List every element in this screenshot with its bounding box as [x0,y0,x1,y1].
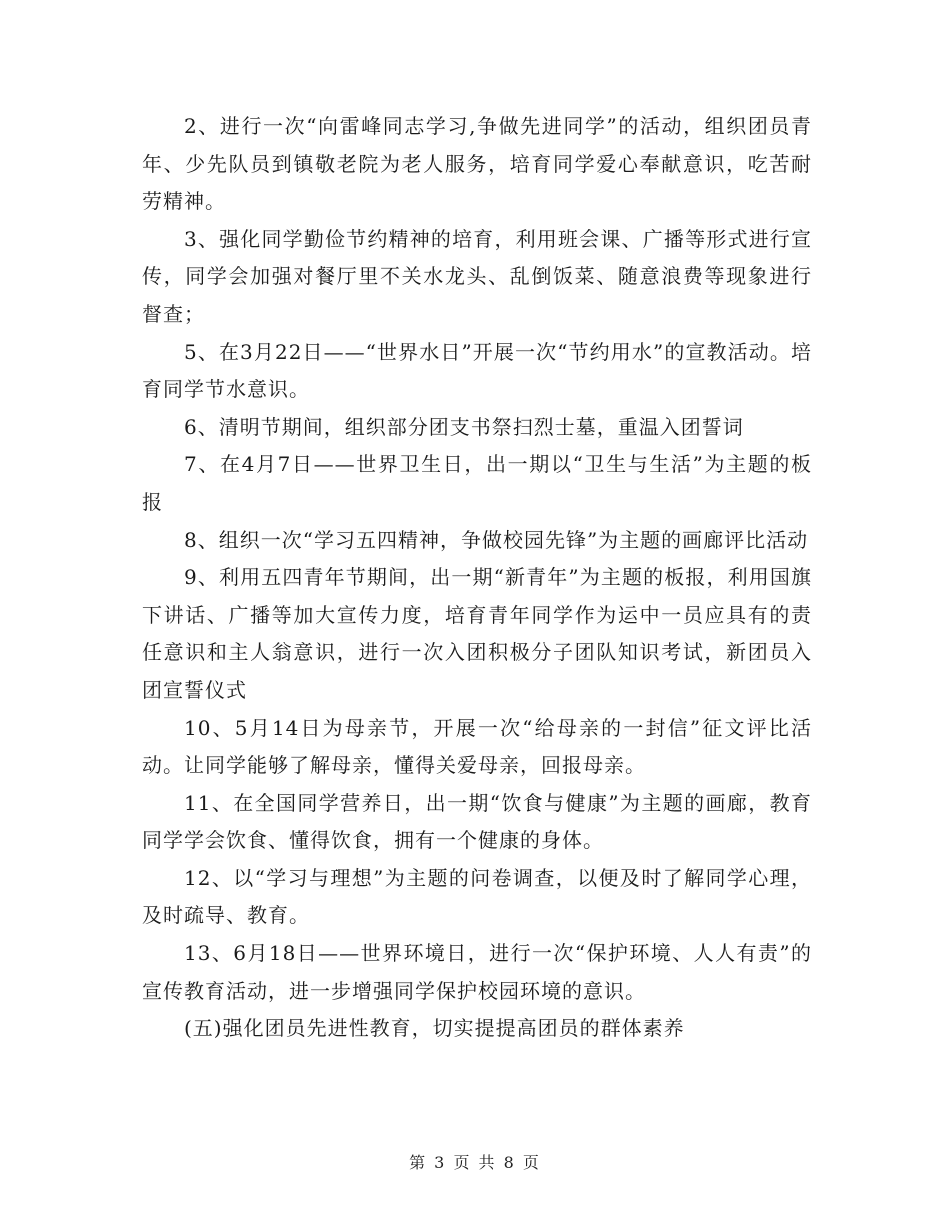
paragraph-item-6: 6、清明节期间，组织部分团支书祭扫烈士墓，重温入团誓词 [184,414,744,439]
paragraph-item-10: 10、5月14日为母亲节，开展一次“给母亲的一封信”征文评比活动。让同学能够了解母亲，懂得关爱母亲，回报母亲。 [142,715,812,778]
paragraph-item-9: 9、利用五四青年节期间，出一期“新青年”为主题的板报，利用国旗下讲话、广播等加大宣传力度，培育青年同学作为运中一员应具有的责任意识和主人翁意识，进行一次入团积极分子团队知识考试，新团员入团宣誓仪式 [142,565,812,702]
paragraph-item-5: 5、在3月22日——“世界水日”开展一次“节约用水”的宣教活动。培育同学节水意识。 [142,339,812,402]
paragraph-item-12: 12、以“学习与理想”为主题的问卷调查，以便及时了解同学心理，及时疏导、教育。 [142,865,812,928]
paragraph-item-11: 11、在全国同学营养日，出一期“饮食与健康”为主题的画廊，教育同学学会饮食、懂得饮食，拥有一个健康的身体。 [142,790,812,853]
paragraph-item-7: 7、在4月7日——世界卫生日，出一期以“卫生与生活”为主题的板报 [142,452,812,514]
paragraph-item-13: 13、6月18日——世界环境日，进行一次“保护环境、人人有责”的宣传教育活动，进一步增强同学保护校园环境的意识。 [142,941,812,1003]
section-heading-5: (五)强化团员先进性教育，切实提提高团员的群体素养 [184,1016,685,1041]
paragraph-item-8: 8、组织一次“学习五四精神，争做校园先锋”为主题的画廊评比活动 [184,527,809,552]
document-body [142,108,812,1048]
page-number-footer: 第 3 页 共 8 页 [409,1153,541,1172]
paragraph-item-2: 2、进行一次“向雷峰同志学习,争做先进同学”的活动，组织团员青年、少先队员到镇敬老院为老人服务，培育同学爱心奉献意识，吃苦耐劳精神。 [142,114,812,214]
paragraph-item-3: 3、强化同学勤俭节约精神的培育，利用班会课、广播等形式进行宣传，同学会加强对餐厅里不关水龙头、乱倒饭菜、随意浪费等现象进行督查； [142,226,812,326]
